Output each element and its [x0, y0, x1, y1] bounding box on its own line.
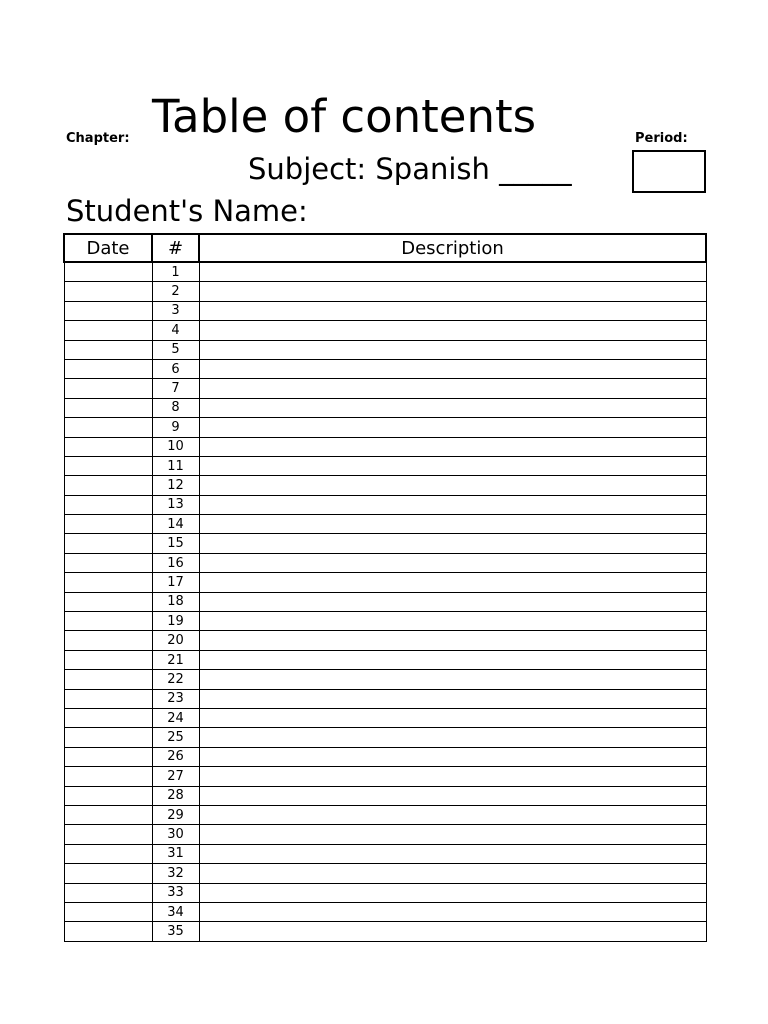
description-cell[interactable] — [199, 631, 706, 650]
entry-number-cell: 3 — [152, 301, 199, 320]
table-row — [64, 747, 706, 766]
table-row — [64, 708, 706, 727]
chapter-label: Chapter: — [66, 131, 130, 146]
table-row — [64, 534, 706, 553]
description-cell[interactable] — [199, 747, 706, 766]
entry-number-cell: 34 — [152, 902, 199, 921]
description-cell[interactable] — [199, 592, 706, 611]
description-cell[interactable] — [199, 844, 706, 863]
description-cell[interactable] — [199, 689, 706, 708]
date-cell[interactable] — [64, 359, 152, 378]
date-cell[interactable] — [64, 902, 152, 921]
description-cell[interactable] — [199, 650, 706, 669]
entry-number-cell: 19 — [152, 612, 199, 631]
description-cell[interactable] — [199, 359, 706, 378]
description-cell[interactable] — [199, 321, 706, 340]
entry-number-cell: 30 — [152, 825, 199, 844]
date-cell[interactable] — [64, 786, 152, 805]
date-cell[interactable] — [64, 592, 152, 611]
date-cell[interactable] — [64, 883, 152, 902]
date-cell[interactable] — [64, 418, 152, 437]
table-row — [64, 418, 706, 437]
table-row — [64, 301, 706, 320]
entry-number-cell: 18 — [152, 592, 199, 611]
description-cell[interactable] — [199, 476, 706, 495]
entry-number-cell: 2 — [152, 282, 199, 301]
date-column-header: Date — [64, 234, 152, 262]
table-row — [64, 728, 706, 747]
date-cell[interactable] — [64, 650, 152, 669]
entry-number-cell: 8 — [152, 398, 199, 417]
date-cell[interactable] — [64, 728, 152, 747]
table-row — [64, 825, 706, 844]
table-row — [64, 844, 706, 863]
entry-number-cell: 1 — [152, 262, 199, 282]
table-row — [64, 321, 706, 340]
entry-number-cell: 9 — [152, 418, 199, 437]
entry-number-cell: 15 — [152, 534, 199, 553]
student-name-label: Student's Name: — [66, 194, 308, 228]
period-box[interactable] — [632, 150, 706, 193]
date-cell[interactable] — [64, 922, 152, 941]
entry-number-cell: 14 — [152, 515, 199, 534]
entry-number-cell: 29 — [152, 805, 199, 824]
description-cell[interactable] — [199, 495, 706, 514]
table-row — [64, 592, 706, 611]
description-cell[interactable] — [199, 301, 706, 320]
table-row — [64, 515, 706, 534]
description-cell[interactable] — [199, 708, 706, 727]
date-cell[interactable] — [64, 534, 152, 553]
entry-number-cell: 13 — [152, 495, 199, 514]
table-row — [64, 902, 706, 921]
table-row — [64, 553, 706, 572]
date-cell[interactable] — [64, 767, 152, 786]
entry-number-cell: 4 — [152, 321, 199, 340]
table-row — [64, 689, 706, 708]
table-row — [64, 456, 706, 475]
entry-number-cell: 7 — [152, 379, 199, 398]
entry-number-cell: 11 — [152, 456, 199, 475]
date-cell[interactable] — [64, 321, 152, 340]
date-cell[interactable] — [64, 689, 152, 708]
date-cell[interactable] — [64, 708, 152, 727]
description-cell[interactable] — [199, 922, 706, 941]
table-row — [64, 767, 706, 786]
subject-line: Subject: Spanish _____ — [248, 152, 572, 186]
description-cell[interactable] — [199, 612, 706, 631]
date-cell[interactable] — [64, 825, 152, 844]
entry-number-cell: 24 — [152, 708, 199, 727]
table-row — [64, 437, 706, 456]
entry-number-cell: 21 — [152, 650, 199, 669]
description-cell[interactable] — [199, 573, 706, 592]
description-cell[interactable] — [199, 883, 706, 902]
date-cell[interactable] — [64, 398, 152, 417]
table-row — [64, 631, 706, 650]
entry-number-cell: 35 — [152, 922, 199, 941]
entry-number-cell: 20 — [152, 631, 199, 650]
date-cell[interactable] — [64, 844, 152, 863]
description-cell[interactable] — [199, 340, 706, 359]
description-cell[interactable] — [199, 515, 706, 534]
description-cell[interactable] — [199, 864, 706, 883]
date-cell[interactable] — [64, 340, 152, 359]
description-cell[interactable] — [199, 825, 706, 844]
entry-number-cell: 32 — [152, 864, 199, 883]
entry-number-cell: 6 — [152, 359, 199, 378]
description-cell[interactable] — [199, 767, 706, 786]
date-cell[interactable] — [64, 553, 152, 572]
entry-number-cell: 33 — [152, 883, 199, 902]
description-cell[interactable] — [199, 379, 706, 398]
table-row — [64, 262, 706, 282]
table-row — [64, 282, 706, 301]
date-cell[interactable] — [64, 864, 152, 883]
description-cell[interactable] — [199, 805, 706, 824]
table-row — [64, 805, 706, 824]
table-row — [64, 922, 706, 941]
entry-number-cell: 28 — [152, 786, 199, 805]
date-cell[interactable] — [64, 747, 152, 766]
date-cell[interactable] — [64, 379, 152, 398]
description-cell[interactable] — [199, 553, 706, 572]
table-row — [64, 786, 706, 805]
page-title: Table of contents — [152, 90, 537, 143]
table-row — [64, 573, 706, 592]
entry-number-cell: 10 — [152, 437, 199, 456]
table-row — [64, 864, 706, 883]
entry-number-cell: 27 — [152, 767, 199, 786]
table-body — [64, 262, 706, 941]
table-row — [64, 476, 706, 495]
period-label: Period: — [635, 131, 688, 146]
date-cell[interactable] — [64, 476, 152, 495]
description-cell[interactable] — [199, 902, 706, 921]
description-cell[interactable] — [199, 398, 706, 417]
table-row — [64, 670, 706, 689]
date-cell[interactable] — [64, 262, 152, 282]
entry-number-cell: 25 — [152, 728, 199, 747]
entry-number-cell: 16 — [152, 553, 199, 572]
description-column-header: Description — [199, 234, 706, 262]
date-cell[interactable] — [64, 495, 152, 514]
date-cell[interactable] — [64, 805, 152, 824]
description-cell[interactable] — [199, 728, 706, 747]
date-cell[interactable] — [64, 631, 152, 650]
table-row — [64, 650, 706, 669]
entry-number-cell: 23 — [152, 689, 199, 708]
entry-number-cell: 17 — [152, 573, 199, 592]
table-row — [64, 612, 706, 631]
date-cell[interactable] — [64, 282, 152, 301]
entry-number-cell: 26 — [152, 747, 199, 766]
table-header-row — [64, 234, 706, 262]
contents-table — [63, 233, 707, 942]
date-cell[interactable] — [64, 670, 152, 689]
description-cell[interactable] — [199, 456, 706, 475]
entry-number-cell: 22 — [152, 670, 199, 689]
description-cell[interactable] — [199, 670, 706, 689]
entry-number-cell: 5 — [152, 340, 199, 359]
date-cell[interactable] — [64, 437, 152, 456]
description-cell[interactable] — [199, 282, 706, 301]
date-cell[interactable] — [64, 515, 152, 534]
table-row — [64, 883, 706, 902]
table-row — [64, 495, 706, 514]
description-cell[interactable] — [199, 786, 706, 805]
date-cell[interactable] — [64, 612, 152, 631]
table-row — [64, 398, 706, 417]
description-cell[interactable] — [199, 262, 706, 282]
description-cell[interactable] — [199, 534, 706, 553]
date-cell[interactable] — [64, 573, 152, 592]
entry-number-cell: 12 — [152, 476, 199, 495]
entry-number-cell: 31 — [152, 844, 199, 863]
table-row — [64, 359, 706, 378]
description-cell[interactable] — [199, 437, 706, 456]
description-cell[interactable] — [199, 418, 706, 437]
number-column-header: # — [152, 234, 199, 262]
date-cell[interactable] — [64, 456, 152, 475]
date-cell[interactable] — [64, 301, 152, 320]
table-row — [64, 340, 706, 359]
table-row — [64, 379, 706, 398]
